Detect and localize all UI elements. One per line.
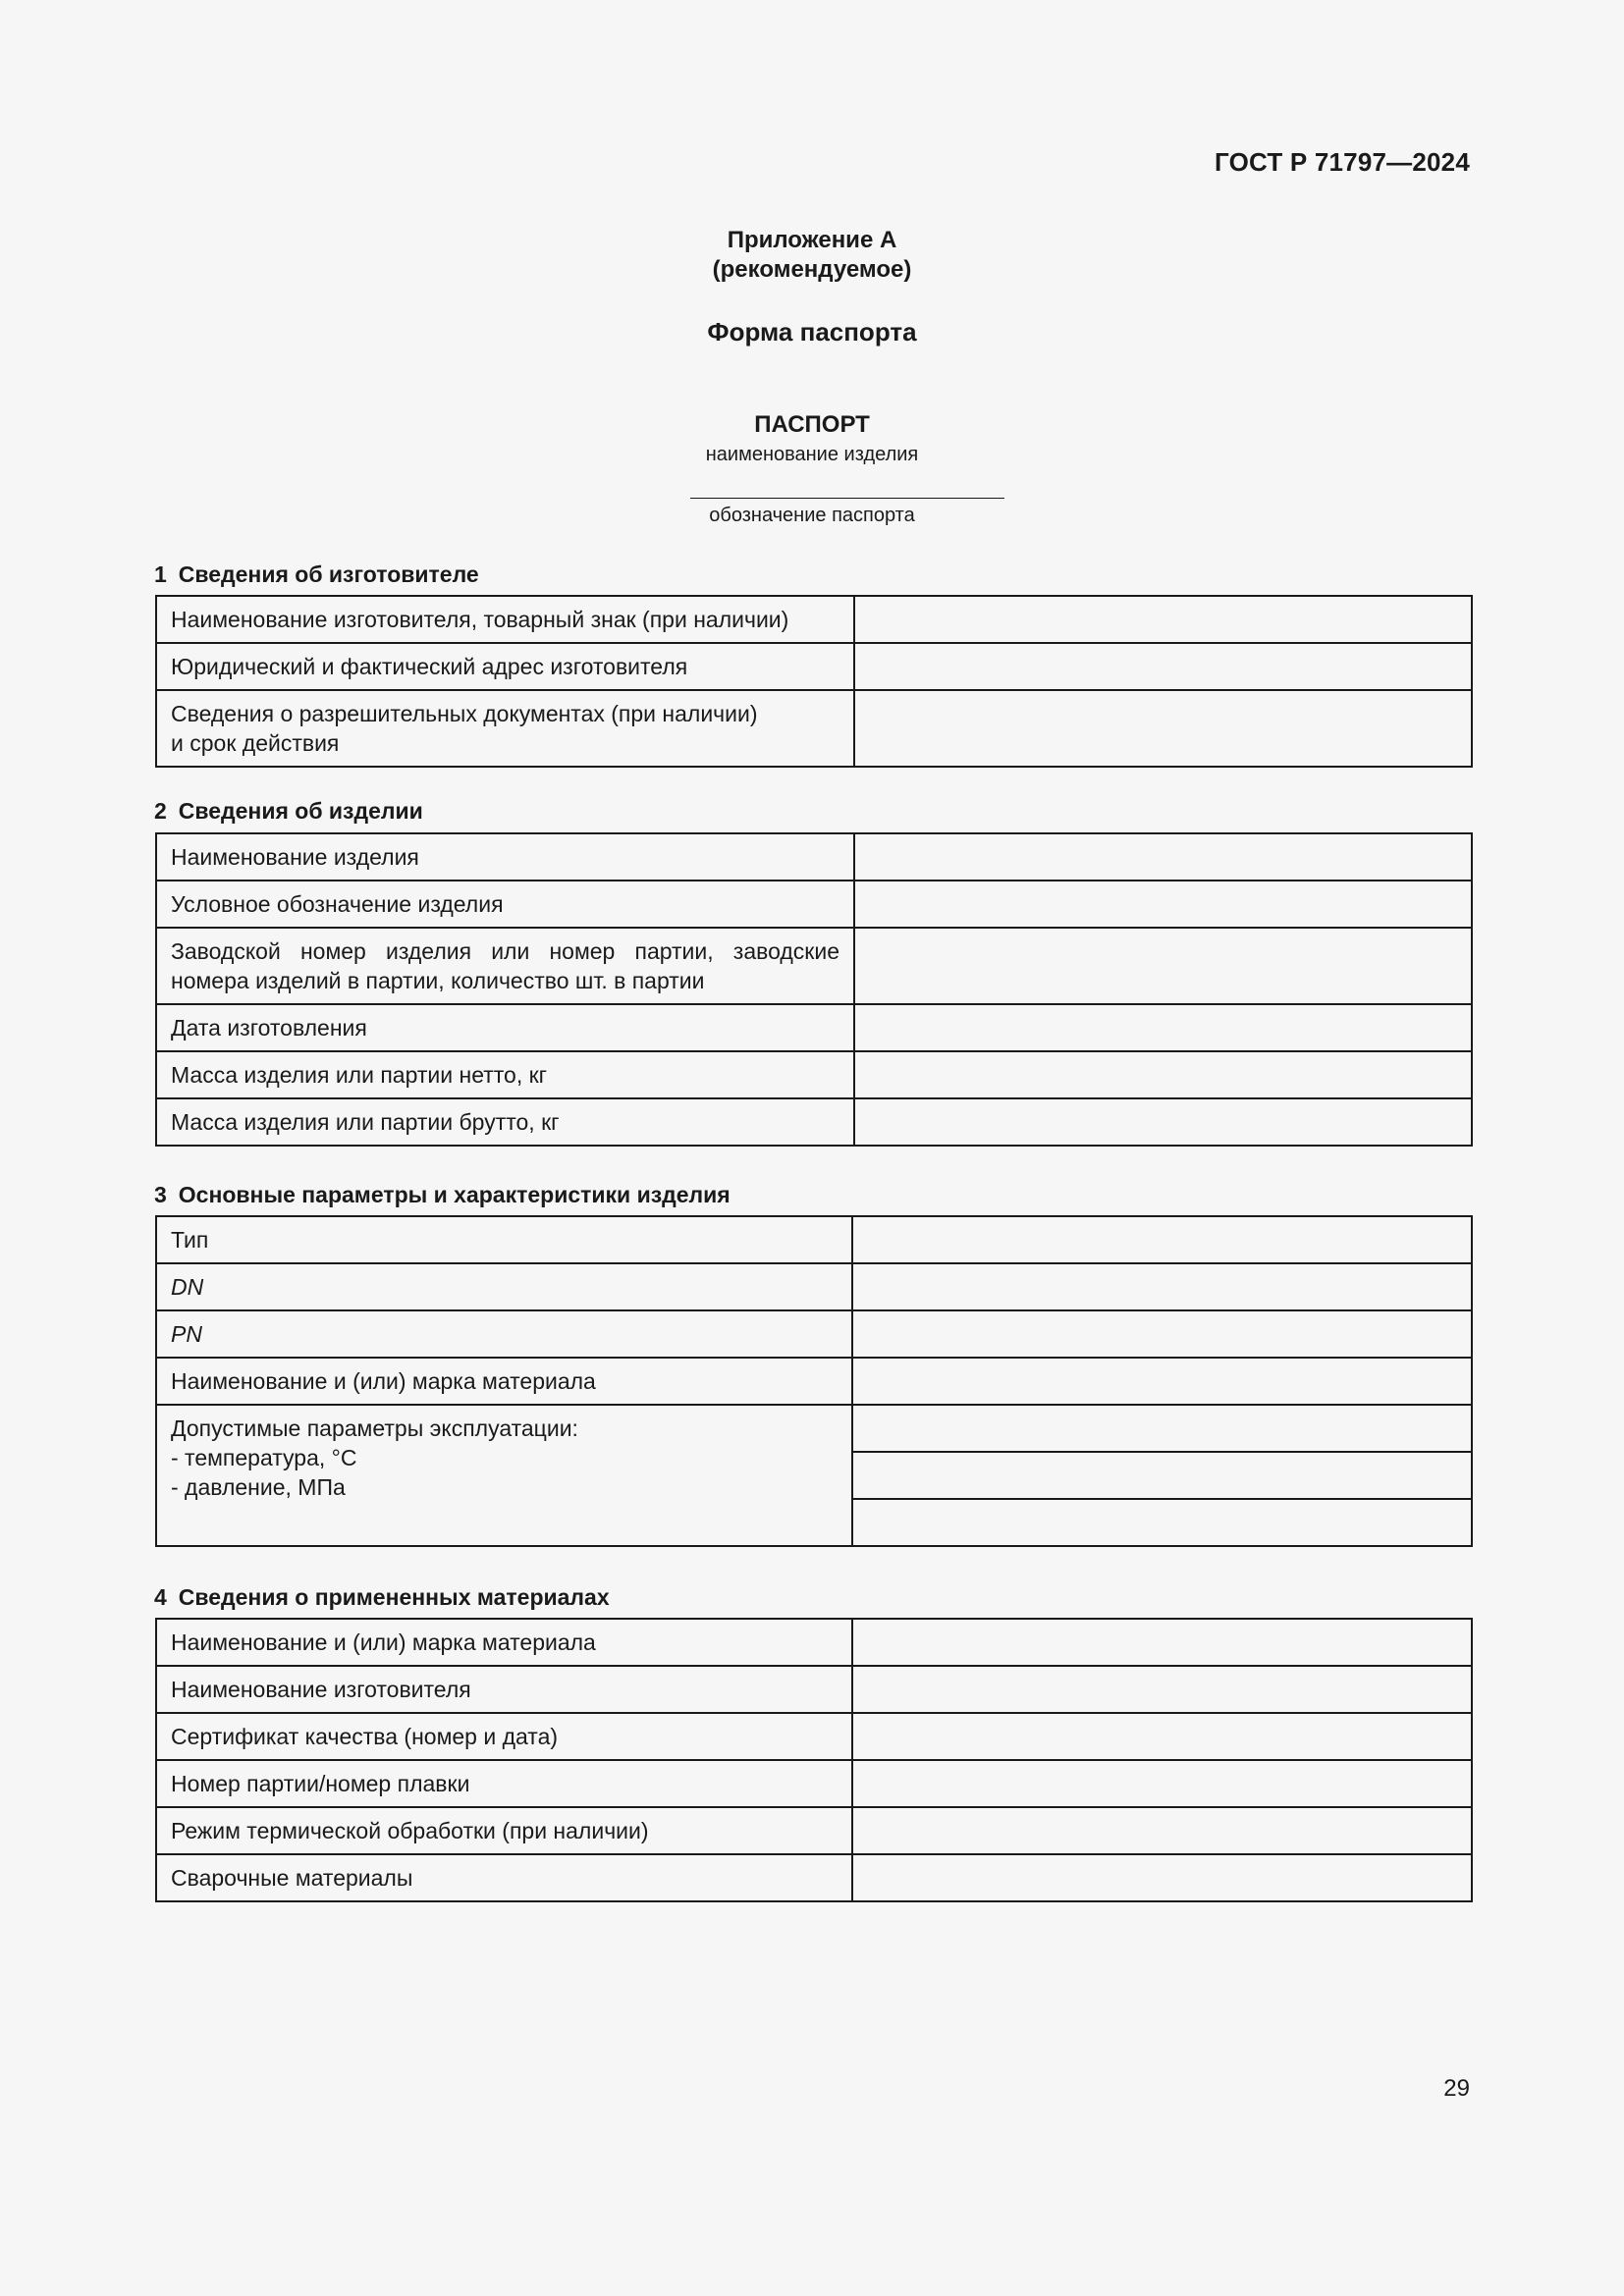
page-number: 29 bbox=[1443, 2075, 1470, 2102]
designation-underline bbox=[690, 498, 1004, 499]
appendix-title: Приложение А bbox=[727, 227, 897, 253]
value-cell[interactable] bbox=[852, 1263, 1472, 1310]
value-cell[interactable] bbox=[854, 690, 1472, 767]
section-title: Основные параметры и характеристики изделия bbox=[178, 1182, 731, 1207]
appendix-heading bbox=[0, 226, 1624, 285]
form-title: Форма паспорта bbox=[707, 317, 917, 347]
table-row bbox=[156, 643, 1472, 690]
section-number: 2 bbox=[154, 798, 167, 824]
value-cell[interactable] bbox=[852, 1310, 1472, 1358]
value-cell[interactable] bbox=[852, 1619, 1472, 1666]
section-title: Сведения об изделии bbox=[178, 798, 423, 824]
row-label: Тип bbox=[156, 1216, 852, 1263]
table-row bbox=[156, 1760, 1472, 1807]
value-cell[interactable] bbox=[854, 1051, 1472, 1098]
table-row bbox=[156, 1263, 1472, 1310]
value-cell[interactable] bbox=[852, 1760, 1472, 1807]
table-row bbox=[156, 596, 1472, 643]
table-row bbox=[156, 1098, 1472, 1146]
row-label: Юридический и фактический адрес изготовителя bbox=[156, 643, 854, 690]
value-cell[interactable] bbox=[852, 1358, 1472, 1405]
value-cell[interactable] bbox=[854, 1098, 1472, 1146]
row-label-line: Заводской номер изделия или номер партии, заводские bbox=[171, 938, 839, 964]
row-label-line: и срок действия bbox=[171, 730, 340, 756]
row-label bbox=[156, 928, 854, 1004]
value-cell[interactable] bbox=[854, 596, 1472, 643]
value-cell[interactable] bbox=[852, 1216, 1472, 1263]
section-4-heading bbox=[154, 1584, 610, 1611]
materials-table bbox=[155, 1618, 1473, 1902]
value-cell[interactable] bbox=[852, 1452, 1472, 1499]
table-row bbox=[156, 1666, 1472, 1713]
section-3-heading bbox=[154, 1182, 731, 1208]
row-label bbox=[156, 690, 854, 767]
row-label-line: Допустимые параметры эксплуатации: bbox=[171, 1415, 578, 1441]
row-label-line: - температура, °С bbox=[171, 1445, 357, 1470]
table-row bbox=[156, 1358, 1472, 1405]
table-row bbox=[156, 1216, 1472, 1263]
table-row bbox=[156, 690, 1472, 767]
row-label: Наименование и (или) марка материала bbox=[156, 1619, 852, 1666]
table-row bbox=[156, 1405, 1472, 1452]
row-label: Наименование изготовителя, товарный знак (при наличии) bbox=[156, 596, 854, 643]
table-row bbox=[156, 833, 1472, 881]
value-cell[interactable] bbox=[854, 1004, 1472, 1051]
value-cell[interactable] bbox=[854, 881, 1472, 928]
table-row bbox=[156, 1004, 1472, 1051]
row-label: Масса изделия или партии брутто, кг bbox=[156, 1098, 854, 1146]
product-table bbox=[155, 832, 1473, 1147]
appendix-status: (рекомендуемое) bbox=[712, 256, 912, 283]
value-cell[interactable] bbox=[854, 833, 1472, 881]
table-row bbox=[156, 928, 1472, 1004]
section-number: 1 bbox=[154, 561, 167, 587]
value-cell[interactable] bbox=[852, 1405, 1472, 1452]
row-label: Наименование изготовителя bbox=[156, 1666, 852, 1713]
table-row bbox=[156, 1310, 1472, 1358]
product-name-caption: наименование изделия bbox=[705, 444, 919, 465]
row-label: DN bbox=[156, 1263, 852, 1310]
table-row bbox=[156, 1713, 1472, 1760]
section-number: 3 bbox=[154, 1182, 167, 1207]
section-number: 4 bbox=[154, 1584, 167, 1610]
section-title: Сведения о примененных материалах bbox=[178, 1584, 610, 1610]
row-label-line: номера изделий в партии, количество шт. в партии bbox=[171, 968, 705, 993]
row-label: Сертификат качества (номер и дата) bbox=[156, 1713, 852, 1760]
table-row bbox=[156, 1051, 1472, 1098]
row-label: PN bbox=[156, 1310, 852, 1358]
row-label: Условное обозначение изделия bbox=[156, 881, 854, 928]
parameters-table bbox=[155, 1215, 1473, 1547]
value-cell[interactable] bbox=[852, 1666, 1472, 1713]
row-label: Наименование и (или) марка материала bbox=[156, 1358, 852, 1405]
row-label-line: - давление, МПа bbox=[171, 1474, 346, 1500]
row-label: Режим термической обработки (при наличии) bbox=[156, 1807, 852, 1854]
designation-caption: обозначение паспорта bbox=[709, 505, 915, 526]
value-cell[interactable] bbox=[852, 1499, 1472, 1546]
section-1-heading bbox=[154, 561, 479, 588]
row-label bbox=[156, 1405, 852, 1546]
section-2-heading bbox=[154, 798, 423, 825]
table-row bbox=[156, 1619, 1472, 1666]
value-cell[interactable] bbox=[852, 1807, 1472, 1854]
passport-title: ПАСПОРТ bbox=[754, 411, 870, 438]
table-row bbox=[156, 1854, 1472, 1901]
document-code: ГОСТ Р 71797—2024 bbox=[1215, 147, 1470, 177]
row-label: Масса изделия или партии нетто, кг bbox=[156, 1051, 854, 1098]
value-cell[interactable] bbox=[852, 1713, 1472, 1760]
table-row bbox=[156, 881, 1472, 928]
value-cell[interactable] bbox=[852, 1854, 1472, 1901]
row-label: Номер партии/номер плавки bbox=[156, 1760, 852, 1807]
row-label-line: Сведения о разрешительных документах (при наличии) bbox=[171, 701, 758, 726]
value-cell[interactable] bbox=[854, 643, 1472, 690]
table-row bbox=[156, 1807, 1472, 1854]
row-label: Сварочные материалы bbox=[156, 1854, 852, 1901]
row-label: Наименование изделия bbox=[156, 833, 854, 881]
section-title: Сведения об изготовителе bbox=[178, 561, 479, 587]
row-label: Дата изготовления bbox=[156, 1004, 854, 1051]
value-cell[interactable] bbox=[854, 928, 1472, 1004]
manufacturer-table bbox=[155, 595, 1473, 768]
